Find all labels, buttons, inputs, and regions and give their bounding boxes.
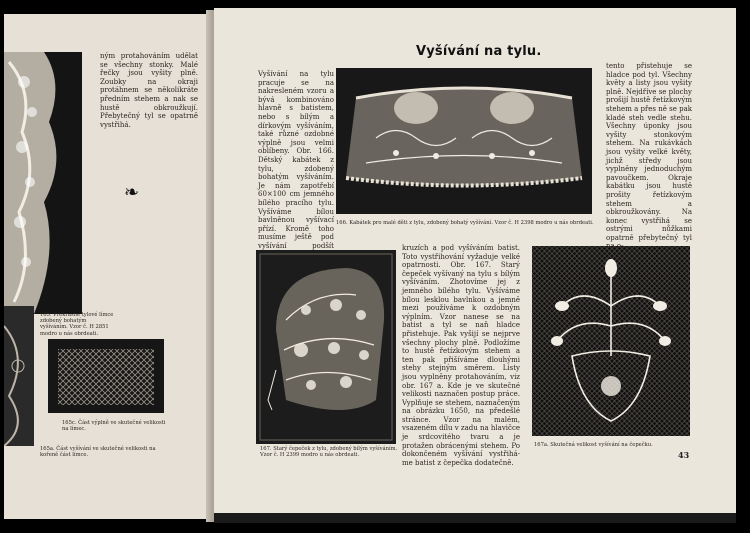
left-page [4, 14, 212, 519]
caption-165: 165. Překrásné tylové límce zdobený bohatým vyšíváním. Vzor č. H 2851 modro u nás obrdeati. [40, 312, 114, 337]
page-title: Vyšívání na tylu. [416, 44, 542, 59]
caption-165c: 165c. Část výplně ve skutečné velikosti na límec. [62, 420, 166, 433]
caption-167a: 167a. Skutečná velikost vyšívání na čepečku. [534, 442, 653, 448]
caption-166: 166. Kabátek pro malé děti z tylu, zdobený bohatý vyšívání. Vzor č. H 2398 modro u nás obrdeati. [336, 220, 594, 226]
right-column-3-text: tento přistehuje se hladce pod tyl. Všechny květy a listy jsou vyšity plně. Nejdříve se plochy prošijí hustě řetízkovým stehem a přes ně se pak kladé steh vedle stehu. Všechny úponky jsou vyšity stonkovým stehem. Na rukávkách jsou vyšity velké květy, jichž středy jsou vyplněny jednoduchým pavoučkem. Okraje kabátku jsou hustě prošity řetízkovým stehem a obkroužkovány. Na konec vystřihá se ostrými nůžkami opatrně přebytečný tyl [606, 62, 692, 242]
net-fill-photo-165c [48, 339, 164, 413]
left-column-text: ným protahováním udělat se všechny stonky. Malé řečky jsou vyšity plně. Zoubky na okraji protáhnem se několikráte předním stehem a nak se hustě obkroužkují. Přebytečný tyl se opatrně vystřihá. [100, 52, 198, 129]
bonnet-photo-167 [256, 250, 396, 444]
right-page [214, 8, 736, 523]
right-column-1-text: Vyšívání na tylu pracuje se na nakresleném vzoru a bývá kombinováno hlavně s batistem, nebo s bílým a dírkovým vyšíváním, také různé ozdobné výplně jsou velmi oblíbeny. Obr. 166. Dětský kabátek z tylu, zdobený bohatým vyšíváním. Je nám zapotřebí 60×100 cm jemného bílého pracího tylu. Vyšíváme bílou bavlněnou vyšívací přízí. Kromě toho musíme ještě pod vyšívání podšít [258, 70, 334, 250]
childs-jacket-photo-166 [336, 68, 592, 214]
page-bottom-edge [214, 513, 736, 523]
lace-collar-illustration [4, 52, 82, 314]
ornament-icon: ❧ [124, 182, 140, 203]
page-number: 43 [678, 450, 690, 460]
caption-167: 167. Starý čepeček z tylu, zdobený bílým vyšíváním. Vzor č. H 2399 modro u nás obrdeati. [260, 446, 398, 459]
lace-collar-photo [4, 52, 82, 314]
right-column-2-text: kruzích a pod vyšíváním batist. Toto vystřihování vyžaduje velké opatrnosti. Obr. 167. Starý čepeček vyšívaný na tylu s bílým vyšíváním. Zhotovíme jej z jemného bílého tylu. Vyšíváme bílou lesklou bavlnkou a jemně mezi používáme k ozdobným výplním. Vzor nanese se na batist a tyl se naň hladce přistehuje. Pak vyšijí se nejprve všechny plochy plně. Podložíme to hustě řetízkovým stehem a ten pak přišíváme dlouhými stehy stejným směrem. Listy jsou vyplněny protahováním, viz obr. 167 a. Kde je ve skutečné velikosti naznačen postup práce. Vyplňuje se stehem, naznačeným na obrázku 1650, na předešlé stránce. Vzor na malém, vsazeném dílu v zadu na hlavičce je srdcovitého tvaru a je protažen obrácenými stehem. Po dokončeném vyšívání vystřihá-me batist z čepečka dodatečně. [402, 244, 521, 467]
caption-165a: 165a. Část vyšívání ve skutečné velikosti na kořeně část límce. [40, 446, 156, 459]
embroidery-detail-photo-167a [532, 246, 690, 436]
lace-detail-photo-165a [4, 306, 34, 446]
